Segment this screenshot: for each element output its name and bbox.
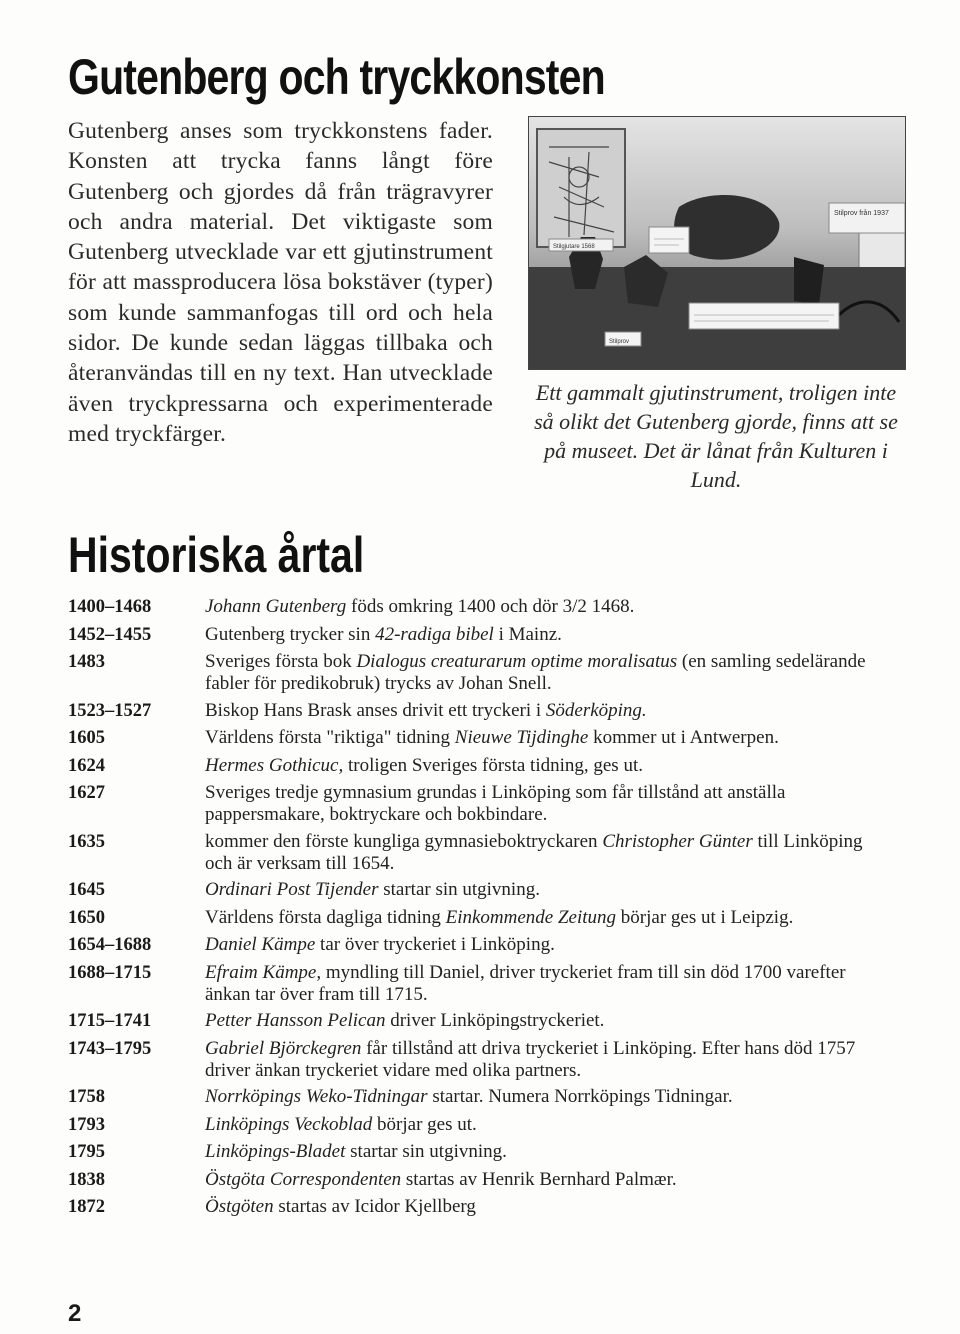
timeline-description: [205, 727, 868, 750]
timeline-title-text: Daniel Kämpe: [205, 934, 316, 955]
timeline-description: [205, 651, 868, 695]
timeline-row: [68, 727, 868, 750]
timeline-description: [205, 700, 868, 723]
timeline-year: 1688–1715: [68, 962, 152, 983]
section-title: Historiska årtal: [68, 527, 365, 583]
timeline-description: [205, 907, 868, 930]
timeline-description: [205, 831, 868, 875]
timeline-year: 1654–1688: [68, 935, 152, 955]
timeline-text: tar över tryckeriet i Linköping.: [315, 934, 555, 955]
timeline-row: [68, 1086, 868, 1109]
timeline-year: 1452–1455: [68, 624, 152, 645]
timeline-title-text: Gabriel Björckegren: [205, 1037, 362, 1059]
timeline-year: 1795: [68, 1142, 105, 1162]
timeline-text: startar. Numera Norrköpings Tidningar.: [427, 1086, 733, 1107]
timeline-row: [68, 782, 868, 826]
timeline-year: 1650: [68, 907, 105, 928]
timeline-description: [205, 1114, 868, 1137]
timeline-text: kommer ut i Antwerpen.: [588, 727, 779, 748]
timeline-row: [68, 596, 868, 619]
timeline-year: 1715–1741: [68, 1011, 152, 1031]
timeline-title-text: Einkommende Zeitung: [445, 906, 617, 928]
timeline-description: [205, 1038, 868, 1082]
timeline-text: får tillstånd att driva tryckeriet i Linköping. Efter hans död 1757 driver änkan tryckeriet vidare med olika partners.: [205, 1037, 856, 1081]
timeline-row: [68, 879, 868, 902]
timeline-year: 1743–1795: [68, 1038, 152, 1059]
page-number: 2: [68, 1300, 82, 1327]
timeline-text: till Linköping och är verksam till 1654.: [205, 830, 863, 874]
timeline-description: [205, 1141, 868, 1164]
timeline-text: börjar ges ut i Leipzig.: [616, 906, 794, 928]
timeline-text: Sveriges första bok: [205, 651, 357, 672]
timeline-text: driver Linköpingstryckeriet.: [385, 1010, 605, 1031]
timeline-text: (en samling sedelärande fabler för predikobruk) trycks av Johan Snell.: [205, 651, 866, 694]
timeline-year: 1793: [68, 1114, 105, 1135]
timeline-title-text: Östgöten: [205, 1196, 274, 1217]
timeline-title-text: Norrköpings Weko-Tidningar: [205, 1086, 428, 1107]
timeline-row: [68, 1141, 868, 1164]
timeline-description: [205, 624, 868, 647]
timeline-title-text: Nieuwe Tijdinghe: [454, 727, 589, 748]
timeline-text: föds omkring 1400 och dör 3/2 1468.: [346, 596, 635, 617]
timeline-row: [68, 755, 868, 778]
timeline-year: 1523–1527: [68, 700, 152, 721]
photo-label-1568: Stilgjutare 1568: [553, 244, 595, 250]
timeline-description: [205, 1196, 868, 1219]
timeline-row: [68, 831, 868, 875]
timeline-description: [205, 934, 868, 957]
timeline-row: [68, 1169, 868, 1192]
timeline-year: 1605: [68, 728, 105, 748]
timeline-text: Gutenberg trycker sin: [205, 623, 376, 645]
timeline-row: [68, 1010, 868, 1033]
timeline-year: 1400–1468: [68, 597, 152, 617]
timeline-text: startas av Icidor Kjellberg: [273, 1196, 476, 1217]
photo-caption: Ett gammalt gjutinstrument, troligen inte så olikt det Gutenberg gjorde, finns att se på museet. Det är lånat från Kulturen i Lund.: [534, 380, 898, 492]
timeline-year: 1645: [68, 880, 105, 900]
timeline-title-text: Linköpings Veckoblad: [205, 1113, 373, 1135]
timeline-text: startar sin utgivning.: [378, 879, 540, 900]
timeline-row: [68, 934, 868, 957]
timeline-title-text: Linköpings-Bladet: [205, 1141, 346, 1162]
timeline-text: börjar ges ut.: [372, 1113, 477, 1135]
timeline-title-text: Ordinari Post Tijender: [205, 879, 379, 900]
timeline-row: [68, 651, 868, 695]
timeline-text: Sveriges tredje gymnasium grundas i Linköping som får tillstånd att anställa pappersmakare, boktryckare och bokbindare.: [205, 782, 786, 825]
timeline-row: [68, 700, 868, 723]
timeline-title-text: Johann Gutenberg: [205, 596, 347, 617]
timeline-row: [68, 962, 868, 1006]
timeline-text: myndling till Daniel, driver tryckeriet fram till sin död 1700 varefter änkan tar över fram till 1715.: [205, 961, 846, 1005]
timeline-text: troligen Sveriges första tidning, ges ut.: [343, 754, 643, 776]
timeline-title-text: Efraim Kämpe,: [205, 961, 322, 983]
timeline-year: 1627: [68, 783, 105, 803]
timeline-year: 1635: [68, 831, 105, 852]
timeline-title-text: 42-radiga bibel: [375, 623, 494, 645]
timeline-text: startas av Henrik Bernhard Palmær.: [401, 1168, 677, 1190]
timeline-title-text: Dialogus creaturarum optime moralisatus: [356, 651, 678, 672]
timeline-text: kommer den förste kungliga gymnasieboktryckaren: [205, 830, 603, 852]
timeline-year: 1872: [68, 1197, 105, 1217]
timeline-description: [205, 962, 868, 1006]
timeline-description: [205, 755, 868, 778]
timeline-year: 1624: [68, 755, 105, 776]
timeline-year: 1758: [68, 1087, 105, 1107]
timeline-year: 1483: [68, 652, 105, 672]
photo-label-1937: Stilprov från 1937: [834, 210, 889, 217]
timeline-row: [68, 907, 868, 930]
photo-illustration: [529, 117, 905, 369]
timeline-description: [205, 782, 868, 826]
timeline-text: i Mainz.: [493, 623, 562, 645]
timeline-description: [205, 1169, 868, 1192]
timeline-text: Världens första "riktiga" tidning: [205, 727, 455, 748]
timeline-description: [205, 596, 868, 619]
timeline-description: [205, 1010, 868, 1033]
page-title: Gutenberg och tryckkonsten: [68, 49, 605, 105]
timeline-text: Världens första dagliga tidning: [205, 906, 446, 928]
timeline-title-text: Petter Hansson Pelican: [205, 1010, 386, 1031]
timeline-title-text: Christopher Günter: [602, 830, 753, 852]
timeline-title-text: Hermes Gothicuc,: [205, 754, 344, 776]
museum-photo: [528, 116, 906, 370]
photo-label-stilprov: Stilprov: [609, 339, 630, 345]
timeline-text: Biskop Hans Brask anses drivit ett tryckeri i: [205, 699, 546, 721]
timeline-description: [205, 879, 868, 902]
timeline-description: [205, 1086, 868, 1109]
intro-paragraph: Gutenberg anses som tryckkonstens fader. Konsten att trycka fanns långt före Gutenberg och gjordes då från trägravyrer och andra material. Det viktigaste som Gutenberg utvecklade var ett gjutinstrument för att massproducera lösa bokstäver (typer) som kunde sammanfogas till ord och hela sidor. De kunde sedan läggas tillbaka och återanvändas till en ny text. Han utvecklade även tryckpressarna och experimenterade med tryckfärger.: [68, 118, 493, 447]
timeline-title-text: Söderköping.: [545, 699, 647, 721]
timeline-row: [68, 624, 868, 647]
timeline-text: startar sin utgivning.: [345, 1141, 507, 1162]
timeline-row: [68, 1114, 868, 1137]
timeline-row: [68, 1038, 868, 1082]
timeline-list: [68, 596, 868, 1224]
timeline-year: 1838: [68, 1169, 105, 1190]
timeline-title-text: Östgöta Correspondenten: [205, 1168, 402, 1190]
timeline-row: [68, 1196, 868, 1219]
